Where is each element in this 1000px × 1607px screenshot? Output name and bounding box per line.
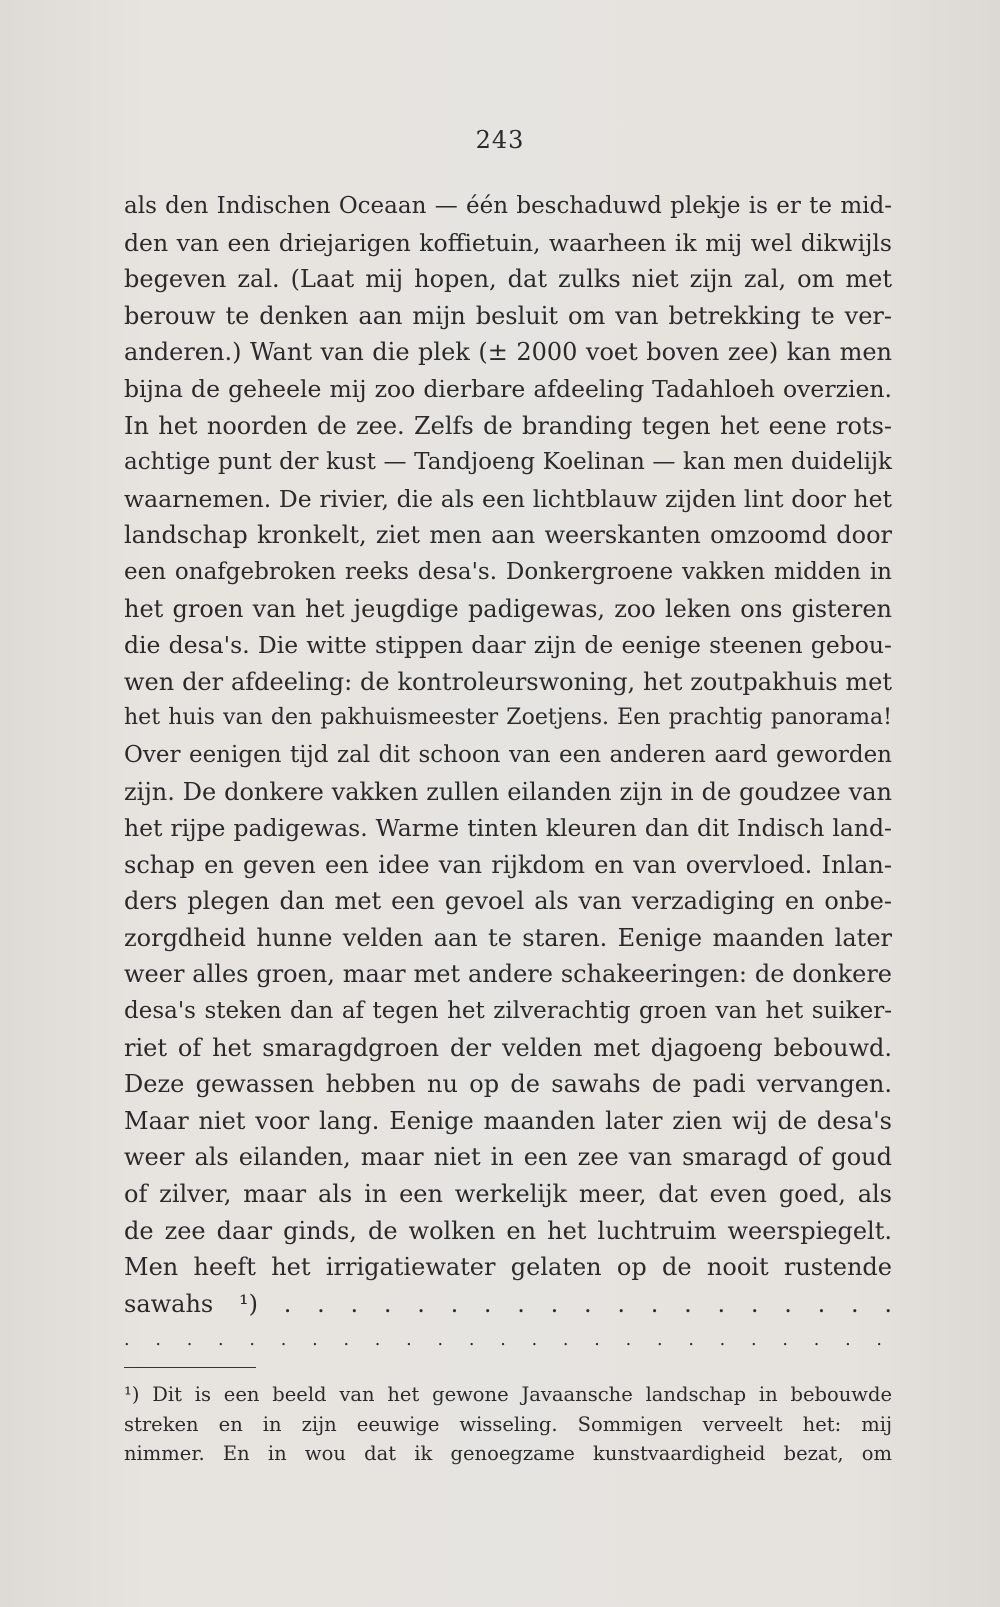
footnote-line: streken en in zijn eeuwige wisseling. Sommigen verveelt het: mij xyxy=(124,1412,892,1436)
text-line: desa's steken dan af tegen het zilverachtig groen van het suiker- xyxy=(124,998,892,1025)
text-line: den van een driejarigen koffietuin, waarheen ik mij wel dikwijls xyxy=(124,228,892,257)
text-line: Deze gewassen hebben nu op de sawahs de padi vervangen. xyxy=(124,1070,892,1099)
text-line: een onafgebroken reeks desa's. Donkergroene vakken midden in xyxy=(124,558,892,585)
page-number: 243 xyxy=(475,126,525,154)
text-line: het huis van den pakhuismeester Zoetjens. Een prachtig panorama! xyxy=(124,705,892,731)
text-line: bijna de geheele mij zoo dierbare afdeeling Tadahloeh overzien. xyxy=(124,374,892,403)
text-line: de zee daar ginds, de wolken en het luchtruim weerspiegelt. xyxy=(124,1216,892,1245)
text-line: ders plegen dan met een gevoel als van verzadiging en onbe- xyxy=(124,887,892,916)
text-line: het groen van het jeugdige padigewas, zoo leken ons gisteren xyxy=(124,594,892,623)
text-line: In het noorden de zee. Zelfs de branding tegen het eene rots- xyxy=(124,411,892,440)
text-line: wen der afdeeling: de kontroleurswoning, het zoutpakhuis met xyxy=(124,667,892,696)
text-line: het rijpe padigewas. Warme tinten kleuren dan dit Indisch land- xyxy=(124,814,892,843)
body-text xyxy=(124,188,892,1359)
text-line: Over eenigen tijd zal dit schoon van een anderen aard geworden xyxy=(124,741,892,768)
text-line: berouw te denken aan mijn besluit om van betrekking te ver- xyxy=(124,301,892,330)
text-line: achtige punt der kust — Tandjoeng Koelinan — kan men duidelijk xyxy=(124,449,892,476)
text-line: anderen.) Want van die plek (± 2000 voet boven zee) kan men xyxy=(124,338,892,367)
text-line: weer als eilanden, maar niet in een zee van smaragd of goud xyxy=(124,1143,892,1172)
text-line: Men heeft het irrigatiewater gelaten op de nooit rustende xyxy=(124,1253,892,1282)
footnote-line: nimmer. En in wou dat ik genoegzame kunstvaardigheid bezat, om xyxy=(124,1442,892,1465)
text-line: die desa's. Die witte stippen daar zijn de eenige steenen gebou- xyxy=(124,631,892,660)
ellipsis-line: . . . . . . . . . . . . . . . . . . . . . . . . . xyxy=(124,1330,892,1351)
text-line: riet of het smaragdgroen der velden met djagoeng bebouwd. xyxy=(124,1033,892,1062)
text-line: schap en geven een idee van rijkdom en van overvloed. Inlan- xyxy=(124,850,892,879)
text-line: begeven zal. (Laat mij hopen, dat zulks niet zijn zal, om met xyxy=(124,265,892,294)
footnote-divider xyxy=(124,1367,256,1368)
footnote xyxy=(124,1380,892,1469)
text-line: weer alles groen, maar met andere schakeeringen: de donkere xyxy=(124,960,892,989)
text-line: Maar niet voor lang. Eenige maanden later zien wij de desa's xyxy=(124,1106,892,1135)
text-line: zijn. De donkere vakken zullen eilanden zijn in de goudzee van xyxy=(124,777,892,806)
text-line: zorgdheid hunne velden aan te staren. Eenige maanden later xyxy=(124,923,892,952)
text-line: sawahs ¹) . . . . . . . . . . . . . . . . . . . xyxy=(124,1289,892,1318)
text-line: waarnemen. De rivier, die als een lichtblauw zijden lint door het xyxy=(124,484,892,513)
footnote-line: ¹) Dit is een beeld van het gewone Javaansche landschap in bebouwde xyxy=(124,1383,892,1406)
text-line: als den Indischen Oceaan — één beschaduwd plekje is er te mid- xyxy=(124,193,892,219)
text-line: of zilver, maar als in een werkelijk meer, dat even goed, als xyxy=(124,1180,892,1209)
text-line: landschap kronkelt, ziet men aan weerskanten omzoomd door xyxy=(124,521,892,550)
